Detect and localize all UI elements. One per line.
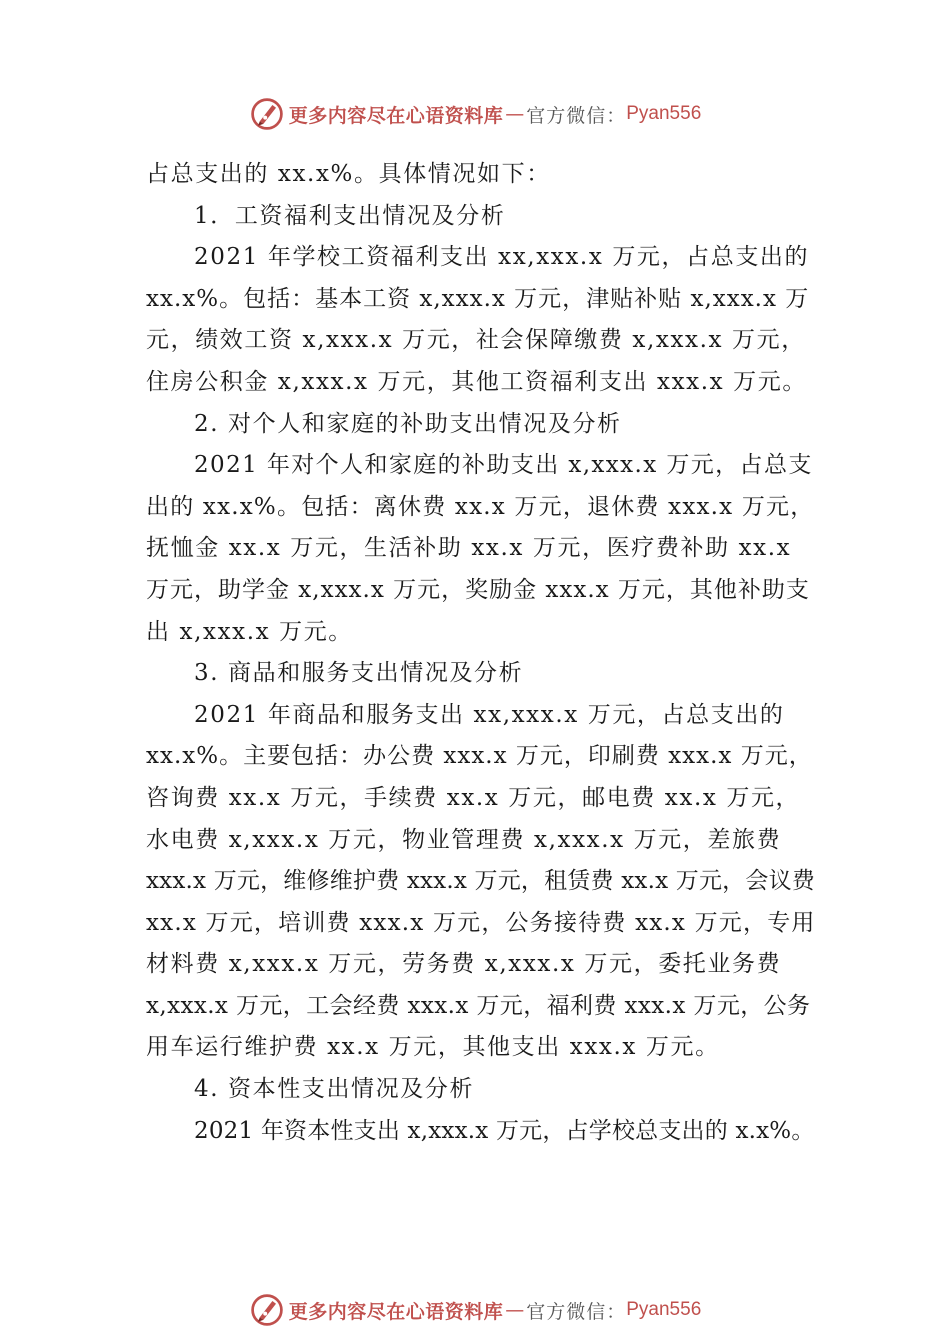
text-line: 出的 xx.x%。包括：离休费 xx.x 万元，退休费 xxx.x 万元，: [146, 493, 815, 520]
document-body: [146, 154, 816, 1152]
text-line: 材料费 x,xxx.x 万元，劳务费 x,xxx.x 万元，委托业务费: [146, 951, 782, 978]
watermark-wechat-label: 官方微信：: [526, 1300, 627, 1323]
text-line: 用车运行维护费 xx.x 万元，其他支出 xxx.x 万元。: [146, 1034, 720, 1061]
header-watermark: [0, 94, 950, 134]
text-line: xx.x 万元，培训费 xxx.x 万元，公务接待费 xx.x 万元，专用: [146, 909, 816, 936]
watermark-brand: 更多内容尽在心语资料库: [288, 1300, 504, 1323]
pen-logo-icon: [249, 1292, 285, 1328]
text-line: 住房公积金 x,xxx.x 万元，其他工资福利支出 xxx.x 万元。: [146, 368, 807, 395]
text-line: xx.x%。包括：基本工资 x,xxx.x 万元，津贴补贴 x,xxx.x 万: [146, 285, 810, 312]
text-line: 咨询费 xx.x 万元，手续费 xx.x 万元，邮电费 xx.x 万元，: [146, 784, 801, 811]
text-line: 2021 年资本性支出 x,xxx.x 万元，占学校总支出的 x.x%。: [194, 1117, 815, 1144]
text-line: 2021 年商品和服务支出 xx,xxx.x 万元，占总支出的: [194, 701, 785, 728]
watermark-brand: 更多内容尽在心语资料库: [288, 104, 504, 127]
watermark-separator: —: [505, 103, 525, 125]
text-line: 3. 商品和服务支出情况及分析: [194, 660, 524, 687]
text-line: x,xxx.x 万元，工会经费 xxx.x 万元，福利费 xxx.x 万元，公务: [146, 992, 811, 1019]
text-line: 出 x,xxx.x 万元。: [146, 618, 353, 645]
pen-logo-icon: [249, 96, 285, 132]
text-line: 2. 对个人和家庭的补助支出情况及分析: [194, 410, 622, 437]
watermark-separator: —: [505, 1299, 525, 1321]
text-line: 水电费 x,xxx.x 万元，物业管理费 x,xxx.x 万元，差旅费: [146, 826, 782, 853]
text-line: 元，绩效工资 x,xxx.x 万元，社会保障缴费 x,xxx.x 万元，: [146, 327, 806, 354]
text-line: xx.x%。主要包括：办公费 xxx.x 万元，印刷费 xxx.x 万元，: [146, 743, 813, 770]
text-line: xxx.x 万元，维修维护费 xxx.x 万元，租赁费 xx.x 万元，会议费: [146, 868, 815, 895]
text-line: 1．工资福利支出情况及分析: [194, 202, 506, 229]
watermark-wechat-label: 官方微信：: [526, 104, 627, 127]
watermark-wechat-id: Pyan556: [626, 103, 702, 124]
text-line: 2021 年对个人和家庭的补助支出 x,xxx.x 万元，占总支: [194, 452, 813, 479]
watermark-wechat-id: Pyan556: [626, 1299, 702, 1320]
text-line: 抚恤金 xx.x 万元，生活补助 xx.x 万元，医疗费补助 xx.x: [146, 535, 792, 562]
text-line: 万元，助学金 x,xxx.x 万元，奖励金 xxx.x 万元，其他补助支: [146, 576, 810, 603]
text-line: 占总支出的 xx.x%。具体情况如下：: [146, 161, 551, 187]
text-line: 4. 资本性支出情况及分析: [194, 1076, 475, 1103]
footer-watermark: [0, 1290, 950, 1330]
text-line: 2021 年学校工资福利支出 xx,xxx.x 万元，占总支出的: [194, 244, 810, 271]
